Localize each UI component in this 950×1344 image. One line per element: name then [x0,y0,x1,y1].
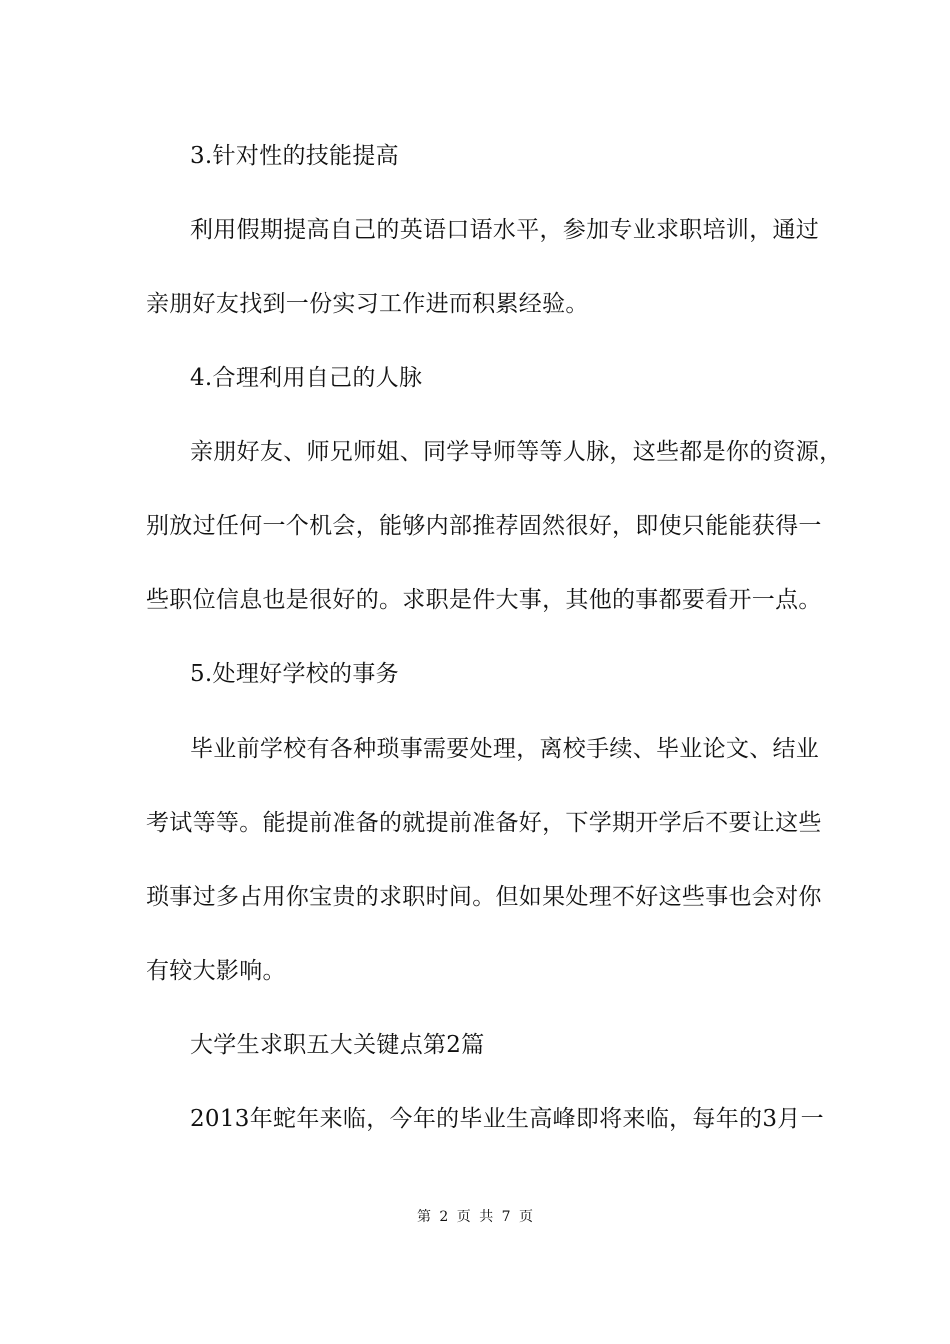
paragraph-line: 别放过任何一个机会，能够内部推荐固然很好，即使只能能获得一 [146,513,822,539]
paragraph-line: 亲朋好友、师兄师姐、同学导师等等人脉，这些都是你的资源， [190,439,843,465]
paragraph-line: 亲朋好友找到一份实习工作进而积累经验。 [146,291,589,317]
paragraph-line: 毕业前学校有各种琐事需要处理，离校手续、毕业论文、结业 [190,736,820,762]
section-heading-5: 5.处理好学校的事务 [190,661,399,687]
page-footer: 第 2 页 共 7 页 [416,1209,534,1225]
section-heading-3: 3.针对性的技能提高 [190,143,399,169]
section-heading-4: 4.合理利用自己的人脉 [190,365,423,391]
paragraph-line: 考试等等。能提前准备的就提前准备好，下学期开学后不要让这些 [146,810,822,836]
article-title: 大学生求职五大关键点第2篇 [190,1032,485,1058]
paragraph-line: 琐事过多占用你宝贵的求职时间。但如果处理不好这些事也会对你 [146,884,822,910]
paragraph-line: 利用假期提高自己的英语口语水平，参加专业求职培训，通过 [190,217,820,243]
paragraph-line: 些职位信息也是很好的。求职是件大事，其他的事都要看开一点。 [146,587,822,613]
paragraph-line: 有较大影响。 [146,958,286,984]
paragraph-line: 2013年蛇年来临，今年的毕业生高峰即将来临，每年的3月一 [190,1106,824,1132]
